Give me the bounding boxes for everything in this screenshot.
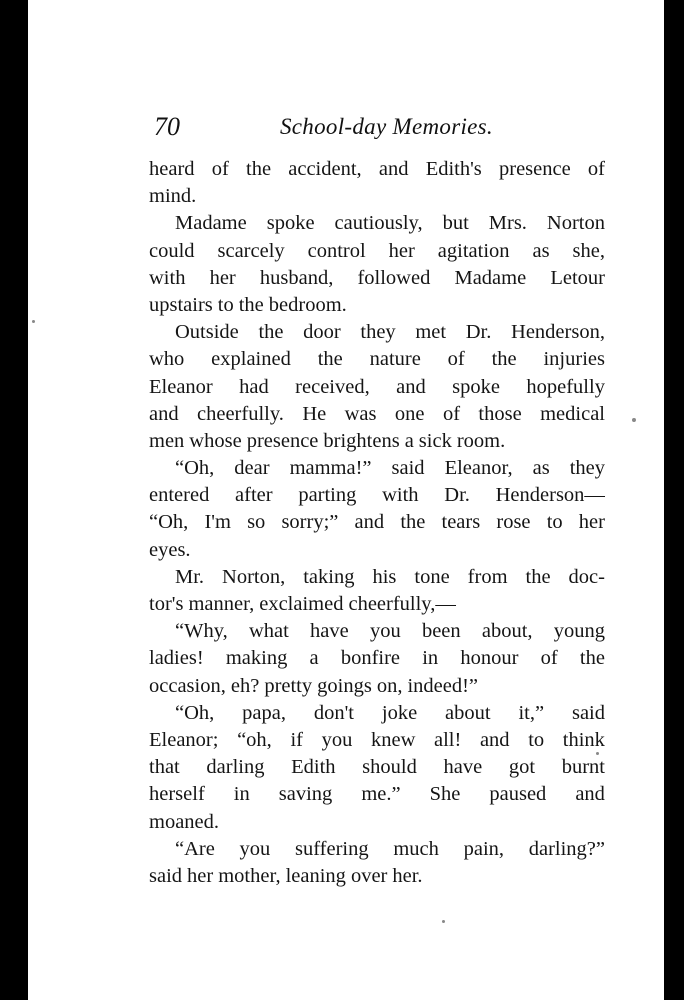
body-text — [149, 156, 605, 890]
text-line: herself in saving me.” She paused and — [149, 783, 605, 806]
text-line: “Oh, papa, don't joke about it,” said — [175, 701, 605, 724]
scan-speck — [32, 320, 35, 323]
text-line: could scarcely control her agitation as she, — [149, 239, 605, 262]
text-line: mind. — [149, 185, 197, 208]
scan-speck — [442, 920, 445, 923]
text-line: Outside the door they met Dr. Henderson, — [175, 321, 605, 344]
text-line: with her husband, followed Madame Letour — [149, 266, 605, 289]
text-line: occasion, eh? pretty goings on, indeed!” — [149, 674, 479, 697]
text-line: moaned. — [149, 810, 220, 833]
scan-speck — [632, 418, 636, 422]
page-header — [154, 112, 494, 146]
scan-speck — [596, 752, 599, 755]
text-line: Eleanor; “oh, if you knew all! and to think — [149, 728, 605, 751]
text-line: tor's manner, exclaimed cheerfully,— — [149, 593, 456, 615]
text-line: “Oh, dear mamma!” said Eleanor, as they — [175, 457, 605, 480]
text-line: Madame spoke cautiously, but Mrs. Norton — [175, 212, 605, 235]
text-line: entered after parting with Dr. Henderson— — [149, 484, 605, 507]
text-line: that darling Edith should have got burnt — [149, 756, 605, 779]
text-line: “Why, what have you been about, young — [175, 620, 605, 643]
text-line: ladies! making a bonfire in honour of the — [149, 647, 605, 670]
text-line: eyes. — [149, 538, 191, 561]
book-page — [28, 0, 664, 1000]
page-number: 70 — [154, 112, 180, 141]
running-head: School-day Memories. — [280, 114, 493, 139]
text-line: “Are you suffering much pain, darling?” — [175, 837, 605, 860]
text-line: men whose presence brightens a sick room. — [149, 429, 506, 452]
text-line: upstairs to the bedroom. — [149, 293, 347, 316]
text-line: Eleanor had received, and spoke hopefully — [149, 375, 605, 398]
text-line: heard of the accident, and Edith's presence of — [149, 158, 605, 180]
text-line: Mr. Norton, taking his tone from the doc- — [175, 565, 605, 588]
text-line: “Oh, I'm so sorry;” and the tears rose to her — [149, 511, 605, 534]
text-line: said her mother, leaning over her. — [149, 864, 423, 887]
text-line: who explained the nature of the injuries — [149, 348, 605, 371]
text-line: and cheerfully. He was one of those medical — [149, 402, 605, 425]
